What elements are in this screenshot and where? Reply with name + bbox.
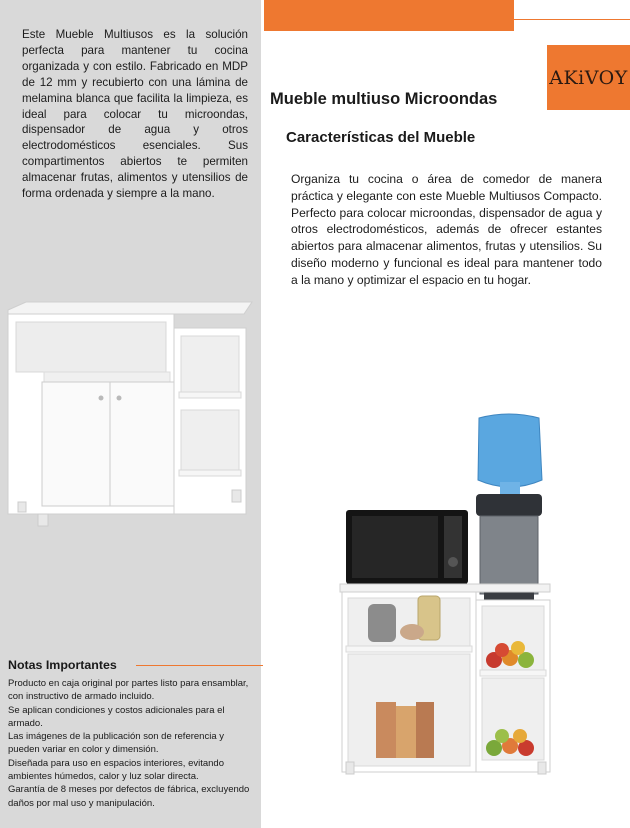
brand-logo	[547, 45, 630, 110]
notes-accent-line	[136, 665, 263, 666]
intro-paragraph: Este Mueble Multiusos es la solución perfecta para mantener tu cocina organizada y con estilo. Fabricado en MDP de 12 mm y recubierto con una lámina de melamina blanca que facilita la limpieza, es ideal para colocar tu microondas, dispensador de agua y otros electrodomésticos esenciales. Sus compartimentos abiertos te permiten almacenar frutas, alimentos y utensilios de forma ordenada y siempre a la mano.	[22, 28, 248, 201]
product-title: Mueble multiuso Microondas	[270, 90, 498, 108]
cabinet-product-image	[4, 300, 256, 532]
notes-list	[8, 677, 258, 810]
note-item: Garantía de 8 meses por defectos de fábrica, excluyendo daños por mal uso y manipulación.	[8, 784, 250, 809]
features-title: Características del Mueble	[286, 129, 476, 146]
top-accent-bar	[264, 0, 514, 31]
note-item: Las imágenes de la publicación son de referencia y pueden variar en color y dimensión.	[8, 731, 224, 756]
brand-logo-text: AKiVOY	[549, 66, 628, 89]
cabinet-scene-image	[334, 410, 558, 780]
note-item: Producto en caja original por partes listo para ensamblar, con instructivo de armado incluido.	[8, 678, 249, 703]
top-accent-line	[514, 19, 630, 20]
note-item: Se aplican condiciones y costos adicionales para el armado.	[8, 704, 225, 729]
notes-title: Notas Importantes	[8, 658, 117, 672]
product-description: Organiza tu cocina o área de comedor de manera práctica y elegante con este Mueble Multiusos Compacto. Perfecto para colocar microondas, dispensador de agua y otros electrodomésticos, además de ofrecer estantes abiertos para almacenar alimentos, frutas y utensilios. Su diseño moderno y funcional es ideal para mantener todo a la mano y optimizar el espacio en tu hogar.	[291, 172, 602, 287]
note-item: Diseñada para uso en espacios interiores, evitando ambientes húmedos, calor y luz solar directa.	[8, 757, 224, 783]
